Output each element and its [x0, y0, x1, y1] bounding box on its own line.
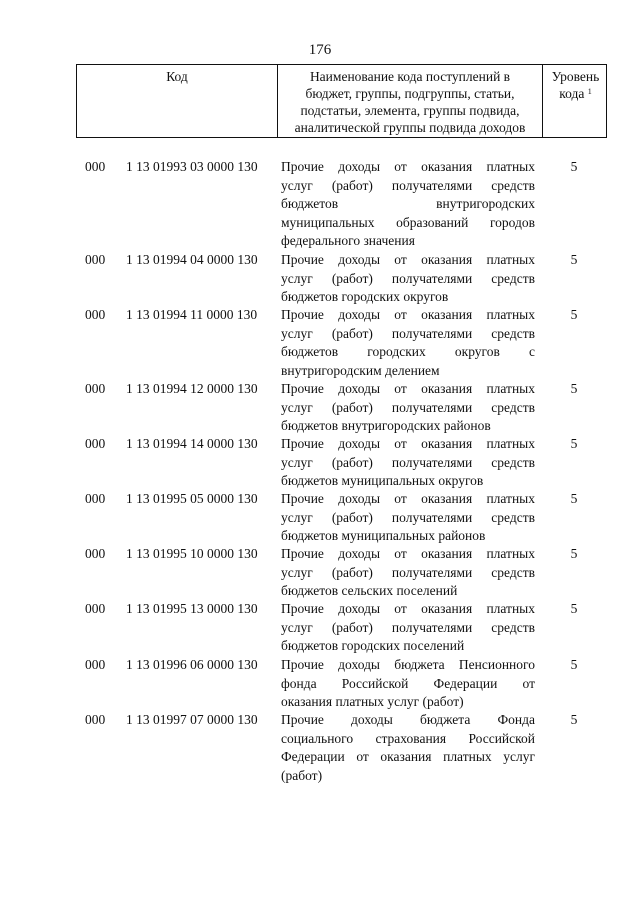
- row-code: 1 13 01997 07 0000 130: [126, 712, 258, 727]
- row-level: 5: [570, 252, 578, 267]
- header-name-column: [278, 65, 543, 137]
- row-name-line: (работ): [281, 767, 323, 783]
- row-prefix: 000: [85, 381, 106, 396]
- row-code: 1 13 01995 05 0000 130: [126, 491, 258, 506]
- row-name: [281, 251, 535, 307]
- row-code: 1 13 01995 10 0000 130: [126, 546, 258, 561]
- row-name-line: внутригородским делением: [281, 362, 440, 378]
- row-name-line: оказания платных услуг (работ): [281, 694, 464, 709]
- row-prefix: 000: [85, 712, 106, 727]
- row-name-line: Прочие доходы от оказания платных: [281, 601, 535, 616]
- header-level-column: [543, 65, 608, 137]
- row-level: 5: [570, 712, 578, 727]
- row-prefix: 000: [85, 436, 106, 451]
- header-name-line: подстатьи, элемента, группы подвида,: [300, 103, 520, 118]
- row-prefix: 000: [85, 601, 106, 616]
- row-name: [281, 600, 535, 656]
- footnote-marker: 1: [587, 87, 592, 96]
- row-name-line: услуг (работ) получателями средств: [281, 270, 535, 286]
- row-name-line: Прочие доходы от оказания платных: [281, 381, 535, 396]
- row-name-line: услуг (работ) получателями средств: [281, 454, 535, 470]
- row-prefix: 000: [85, 252, 106, 267]
- row-name: [281, 656, 535, 712]
- row-code: 1 13 01994 14 0000 130: [126, 436, 258, 451]
- row-code: 1 13 01994 04 0000 130: [126, 252, 258, 267]
- row-name-line: услуг (работ) получателями средств: [281, 177, 535, 193]
- row-level: 5: [570, 381, 578, 396]
- header-level-line1: Уровень: [551, 69, 600, 84]
- row-prefix: 000: [85, 159, 106, 174]
- row-code: 1 13 01996 06 0000 130: [126, 657, 258, 672]
- row-name: [281, 711, 535, 785]
- row-prefix: 000: [85, 491, 106, 506]
- page-number: 176: [308, 42, 332, 58]
- row-level: 5: [570, 159, 578, 174]
- table-header: [76, 64, 607, 138]
- row-name: [281, 306, 535, 380]
- row-name-line: Прочие доходы бюджета Фонда: [281, 712, 535, 727]
- row-name-line: услуг (работ) получателями средств: [281, 399, 535, 415]
- row-prefix: 000: [85, 307, 106, 322]
- row-level: 5: [570, 491, 578, 506]
- row-name-line: Федерации от оказания платных услуг: [281, 749, 535, 764]
- row-code: 1 13 01993 03 0000 130: [126, 159, 258, 174]
- header-level-word: кода: [559, 86, 585, 101]
- row-name-line: бюджетов городских округов с: [281, 344, 535, 359]
- row-prefix: 000: [85, 657, 106, 672]
- row-level: 5: [570, 307, 578, 322]
- row-level: 5: [570, 546, 578, 561]
- header-name-line: бюджет, группы, подгруппы, статьи,: [305, 86, 515, 101]
- header-name-line: Наименование кода поступлений в: [309, 69, 511, 84]
- row-name-line: бюджетов городских округов: [281, 289, 449, 304]
- row-name-line: муниципальных образований городов: [281, 214, 535, 230]
- row-code: 1 13 01994 12 0000 130: [126, 381, 258, 396]
- row-name-line: Прочие доходы от оказания платных: [281, 252, 535, 267]
- row-prefix: 000: [85, 546, 106, 561]
- header-name-line: аналитической группы подвида доходов: [294, 120, 526, 135]
- row-name-line: Прочие доходы от оказания платных: [281, 307, 535, 322]
- row-name-line: фонда Российской Федерации от: [281, 675, 535, 691]
- header-code-column: Код: [77, 65, 278, 137]
- row-name: [281, 380, 535, 436]
- row-name-line: бюджетов муниципальных районов: [281, 528, 486, 543]
- row-code: 1 13 01995 13 0000 130: [126, 601, 258, 616]
- row-name: [281, 490, 535, 546]
- row-name-line: бюджетов сельских поселений: [281, 583, 458, 598]
- row-name-line: бюджетов городских поселений: [281, 638, 465, 653]
- row-name-line: Прочие доходы от оказания платных: [281, 491, 535, 506]
- row-name: [281, 158, 535, 251]
- row-name-line: бюджетов муниципальных округов: [281, 473, 484, 488]
- row-name-line: социального страхования Российской: [281, 730, 535, 746]
- row-name-line: услуг (работ) получателями средств: [281, 325, 535, 341]
- row-level: 5: [570, 601, 578, 616]
- row-name: [281, 545, 535, 601]
- row-name: [281, 435, 535, 491]
- row-name-line: Прочие доходы от оказания платных: [281, 436, 535, 451]
- row-name-line: бюджетов внутригородских: [281, 196, 535, 211]
- row-code: 1 13 01994 11 0000 130: [126, 307, 258, 322]
- row-name-line: Прочие доходы бюджета Пенсионного: [281, 657, 535, 672]
- row-name-line: услуг (работ) получателями средств: [281, 619, 535, 635]
- row-name-line: услуг (работ) получателями средств: [281, 509, 535, 525]
- row-name-line: Прочие доходы от оказания платных: [281, 546, 535, 561]
- row-level: 5: [570, 657, 578, 672]
- row-name-line: бюджетов внутригородских районов: [281, 418, 491, 433]
- row-name-line: федерального значения: [281, 233, 415, 248]
- header-level-line2: [543, 85, 608, 102]
- row-level: 5: [570, 436, 578, 451]
- row-name-line: услуг (работ) получателями средств: [281, 564, 535, 580]
- row-name-line: Прочие доходы от оказания платных: [281, 159, 535, 174]
